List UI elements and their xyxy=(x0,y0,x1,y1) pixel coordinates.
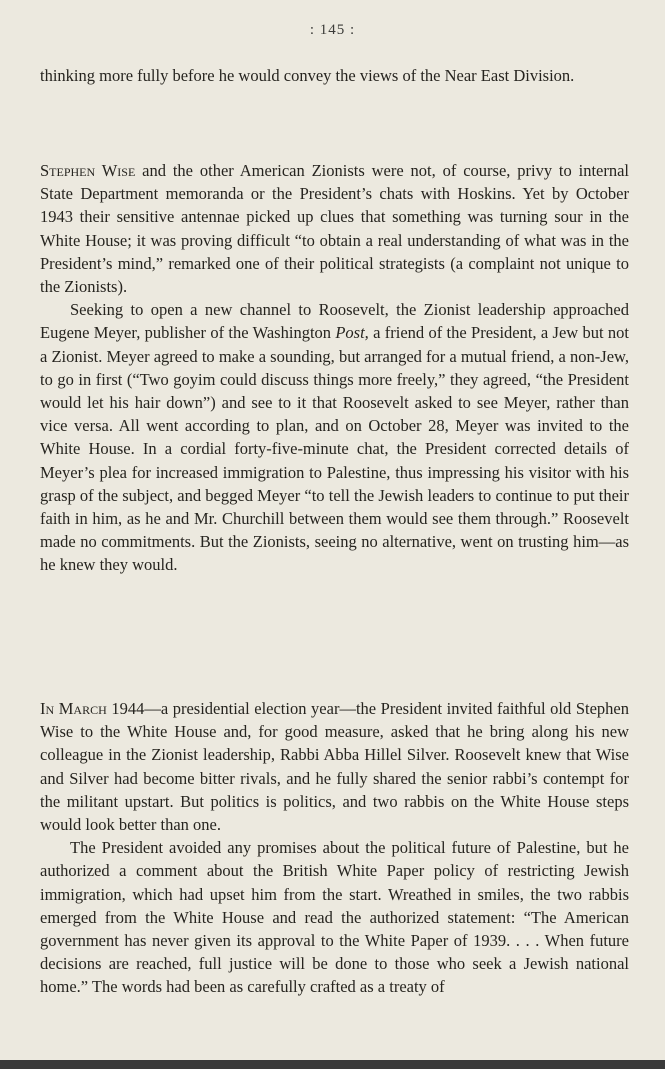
page-number: : 145 : xyxy=(309,22,356,38)
paragraph-continuation xyxy=(40,64,629,87)
scan-border xyxy=(0,1060,665,1069)
paragraph-3 xyxy=(40,298,629,576)
paragraph-3-text-a: Seeking to open a new channel to Roosevelt, the Zionist leadership approached Eugene Meyer, publisher of the Washington xyxy=(40,300,629,343)
paragraph-2-text: and the other American Zionists were not, of course, privy to internal State Department memoranda or the President’s chats with Hoskins. Yet by October 1943 their sensitive antennae picked up clues that something was turning sour in the White House; it was proving difficult “to obtain a real understanding of what was in the President’s mind,” remarked one of their political strategists (a complaint not unique to the Zionists). xyxy=(40,161,630,297)
section-lead-small-caps-2: In March xyxy=(40,699,107,718)
paragraph-1: thinking more fully before he would convey the views of the Near East Division. xyxy=(40,66,575,85)
paragraph-4-text: 1944—a presidential election year—the President invited faithful old Stephen Wise to the White House and, for good measure, asked that he bring along his new colleague in the Zionist leadership, Rabbi Abba Hillel Silver. Roosevelt knew that Wise and Silver had become bitter rivals, and he fully shared the senior rabbi’s contempt for the militant upstart. But politics is politics, and two rabbis on the White House steps would look better than one. xyxy=(40,699,629,835)
paragraph-5: The President avoided any promises about the political future of Palestine, but he authorized a comment about the British White Paper policy of restricting Jewish immigration, which had upset him from the start. Wreathed in smiles, the two rabbis emerged from the White House and read the authorized statement: “The American government has never given its approval to the White Paper of 1939. . . . When future decisions are reached, full justice will be done to those who seek a Jewish national home.” The words had been as carefully crafted as a treaty of xyxy=(40,838,629,997)
section-1 xyxy=(40,159,629,577)
paragraph-4 xyxy=(40,697,629,836)
paragraph-3-italic: Post, xyxy=(335,323,369,343)
paragraph-3-text-b: a friend of the President, a Jew but not a Zionist. Meyer agreed to make a sounding, but arranged for a mutual friend, a non-Jew, to go in first (“Two goyim could discuss things more freely,” they agreed, “the President would let his hair down”) and see to it that Roosevelt asked to see Meyer, rather than vice versa. All went according to plan, and on October 28, Meyer was invited to the White House. In a cordial forty-five-minute chat, the President corrected details of Meyer’s plea for increased immigration to Palestine, thus impressing his visitor with his grasp of the subject, and begged Meyer “to tell the Jewish leaders to continue to put their faith in him, as he and Mr. Churchill between them would see them through.” Roosevelt made no commitments. But the Zionists, seeing no alternative, went on trusting him—as he knew they would. xyxy=(40,323,629,575)
paragraph-2 xyxy=(40,159,629,298)
section-2 xyxy=(40,697,629,999)
section-lead-small-caps: Stephen Wise xyxy=(40,161,136,180)
